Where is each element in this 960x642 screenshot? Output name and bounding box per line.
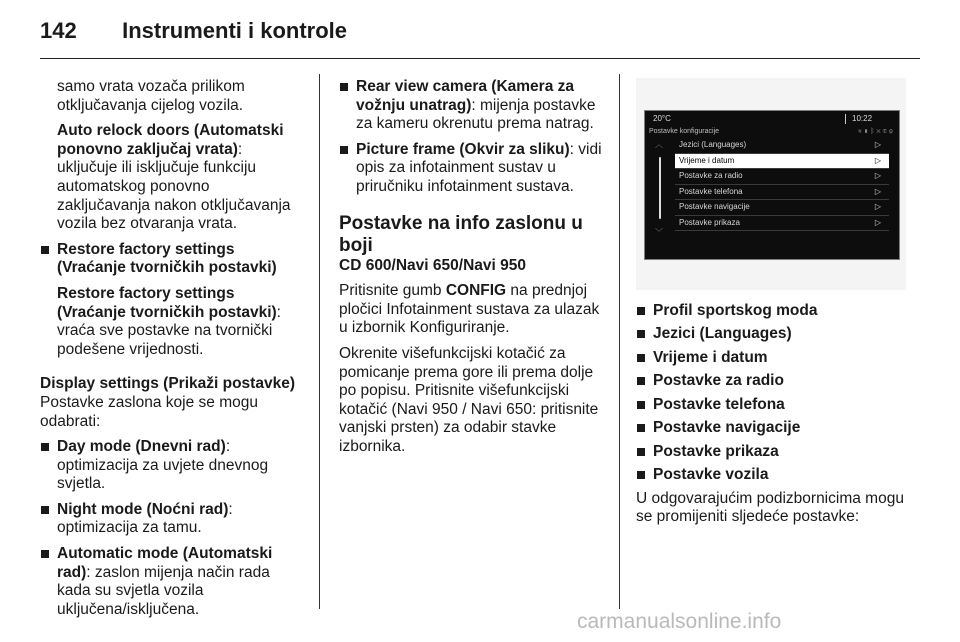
rear-camera-term: Rear view camera (Kamera za vožnju unatrag) <box>356 78 574 114</box>
column-divider <box>619 74 620 609</box>
section-title: Postavke na info zaslonu u boji <box>339 212 583 256</box>
arrow-right-icon: ▷ <box>874 202 881 211</box>
wifi-icon: ≋ <box>857 128 864 135</box>
screen-subtitle: Postavke konfiguracije <box>649 128 720 135</box>
settings-list-item: Postavke vozila <box>636 466 908 485</box>
config-text: na prednjoj pločici Infotainment sustava za ulazak u izbornik Konfiguriranje. <box>339 282 600 337</box>
settings-list-item: Postavke navigacije <box>636 419 908 438</box>
page-header <box>40 18 347 44</box>
infotainment-display <box>644 110 900 260</box>
settings-list-item: Jezici (Languages) <box>636 325 908 344</box>
menu-list <box>675 138 889 231</box>
night-mode-term: Night mode (Noćni rad) <box>57 500 229 518</box>
auto-relock-desc: : uključuje ili isključuje funkciju automatskog ponovno zaključavanja nakon otključavanja vozila bez otvaranja vrata. <box>57 140 291 233</box>
menu-item-label: Postavke navigacije <box>679 202 750 211</box>
header-rule <box>40 58 920 59</box>
temperature: 20°C <box>653 114 671 123</box>
settings-list-item: Vrijeme i datum <box>636 349 908 368</box>
status-separator <box>845 114 846 124</box>
day-mode-term: Day mode (Dnevni rad) <box>57 438 226 456</box>
rear-camera-bullet <box>339 78 604 134</box>
picture-frame-term: Picture frame (Okvir za sliku) <box>356 140 570 158</box>
settings-list-item: Postavke telefona <box>636 396 908 415</box>
restore-desc: : vraća sve postavke na tvornički podešene vrijednosti. <box>57 303 281 358</box>
column-divider <box>319 74 320 609</box>
column-3 <box>636 302 908 527</box>
clock: 10:22 <box>852 114 873 123</box>
arrow-right-icon: ▷ <box>874 186 881 196</box>
menu-item[interactable] <box>675 169 889 185</box>
automatic-mode-desc: : zaslon mijenja način rada kada su svjetla vozila uključena/isključena. <box>57 563 270 618</box>
arrow-right-icon: ▷ <box>874 155 881 165</box>
menu-item[interactable] <box>675 216 889 232</box>
auto-relock-term: Auto relock doors (Automatski ponovno zaključaj vrata) <box>57 122 284 158</box>
wheel-paragraph: Okrenite višefunkcijski kotačić za pomicanje prema gore ili prema dolje po popisu. Pritisnite višefunkcijski kotačić (Navi 950 / Navi 650: pritisnite vanjski prsten) za odabir stavke izbornika. <box>339 344 599 455</box>
scroll-thumb <box>659 157 661 219</box>
menu-item-label: Postavke prikaza <box>679 217 740 227</box>
intro-line: otključavanja cijelog vozila. <box>57 96 244 114</box>
column-2 <box>339 78 604 457</box>
automatic-mode-term: Automatic mode (Automatski rad) <box>57 545 273 581</box>
column-1 <box>40 78 302 619</box>
auto-relock-paragraph <box>40 122 302 234</box>
config-text: Pritisnite gumb <box>339 282 446 300</box>
config-button-label: CONFIG <box>445 282 507 300</box>
settings-list-item: Postavke prikaza <box>636 443 908 462</box>
scrollbar <box>655 139 665 249</box>
arrow-right-icon: ▷ <box>874 140 881 149</box>
gear-icon: ⚙ <box>888 128 895 135</box>
day-mode-bullet <box>40 438 302 494</box>
config-paragraph <box>339 282 604 338</box>
display-intro: Postavke zaslona koje se mogu odabrati: <box>40 393 258 430</box>
menu-item-label: Postavke za radio <box>679 171 743 180</box>
page-number: 142 <box>40 18 77 43</box>
signal-icon: ▮ <box>863 128 871 135</box>
automatic-mode-bullet <box>40 545 302 619</box>
section-subtitle: CD 600/Navi 650/Navi 950 <box>339 256 526 274</box>
phone-icon: ✆ <box>882 128 889 135</box>
menu-item-label: Jezici (Languages) <box>679 140 747 149</box>
submenu-outro: U odgovarajućim podizbornicima mogu se promijeniti sljedeće postavke: <box>636 489 904 526</box>
infotainment-screenshot <box>636 78 906 290</box>
day-mode-desc: : optimizacija za uvjete dnevnog svjetla. <box>57 438 269 493</box>
bluetooth-icon: ᛒ <box>870 128 877 135</box>
menu-item-label: Postavke telefona <box>679 186 743 196</box>
night-mode-bullet <box>40 501 302 538</box>
chevron-down-icon: ﹀ <box>655 228 663 237</box>
menu-item-label: Vrijeme i datum <box>679 155 735 165</box>
restore-bullet: Restore factory settings (Vraćanje tvorničkih postavki) <box>40 241 302 278</box>
settings-list-item: Postavke za radio <box>636 372 908 391</box>
picture-frame-bullet <box>339 141 604 197</box>
menu-item[interactable] <box>675 185 889 201</box>
night-mode-desc: : optimizacija za tamu. <box>57 500 233 537</box>
display-settings-heading: Display settings (Prikaži postavke) <box>40 375 295 393</box>
restore-term: Restore factory settings (Vraćanje tvorničkih postavki) <box>57 284 277 321</box>
settings-list-item: Profil sportskog moda <box>636 302 908 321</box>
menu-item[interactable] <box>675 138 889 154</box>
rear-camera-desc: : mijenja postavke za kameru okrenutu prema natrag. <box>356 96 596 133</box>
menu-item[interactable] <box>675 200 889 216</box>
arrow-right-icon: ▷ <box>874 217 881 227</box>
intro-line: samo vrata vozača prilikom <box>57 78 245 95</box>
mute-icon: ✕ <box>876 128 883 135</box>
status-bar <box>645 111 899 127</box>
arrow-right-icon: ▷ <box>874 171 881 180</box>
page-title: Instrumenti i kontrole <box>122 18 348 43</box>
chevron-up-icon: ︿ <box>655 140 663 149</box>
menu-item-selected[interactable] <box>675 154 889 170</box>
status-icons <box>858 128 895 135</box>
restore-paragraph <box>40 285 302 359</box>
picture-frame-desc: : vidi opis za infotainment sustav u priručniku infotainment sustava. <box>356 140 602 195</box>
watermark: carmanualsonline.info <box>577 610 782 633</box>
